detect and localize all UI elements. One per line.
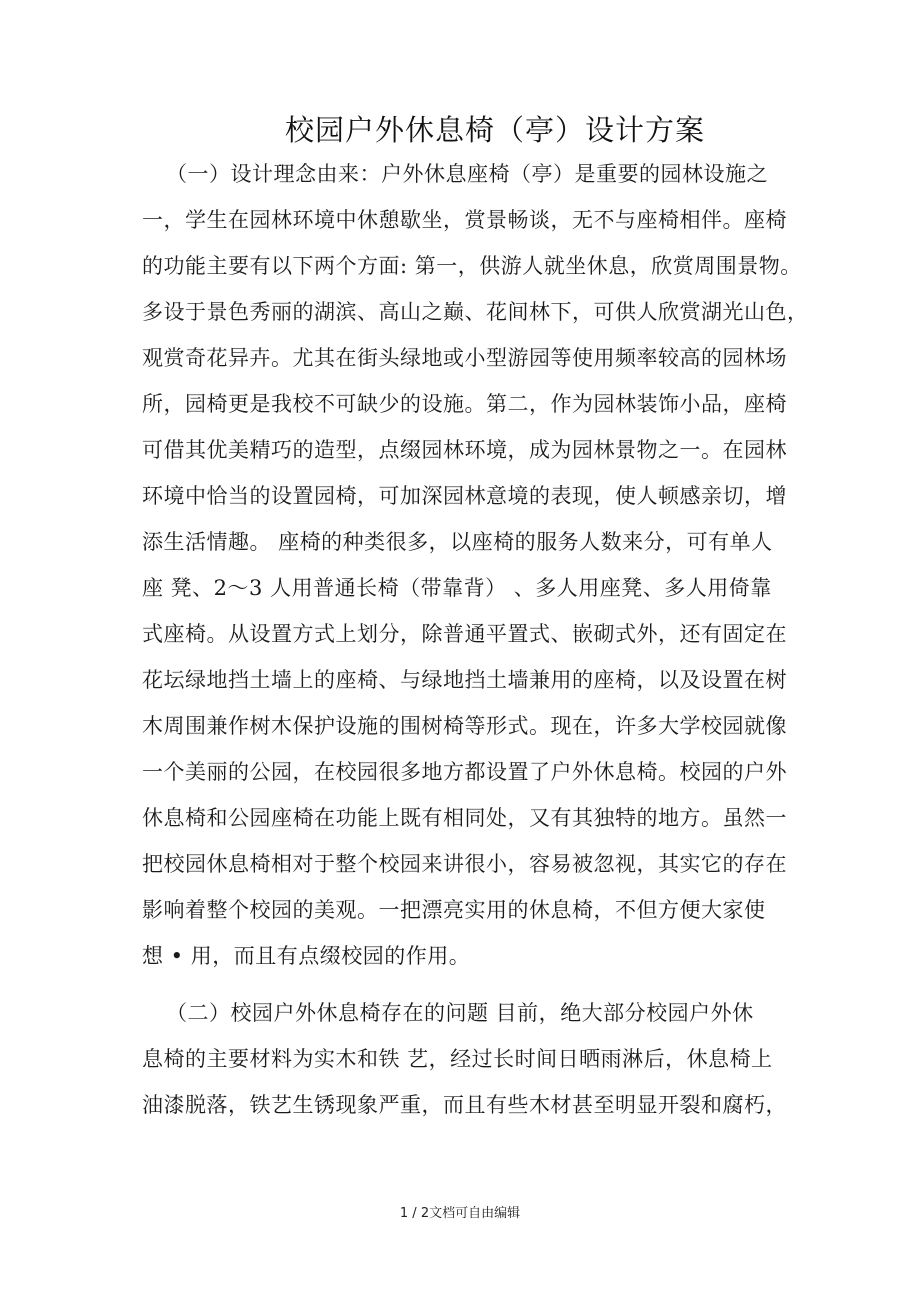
paragraph-line: （二）校园户外休息椅存在的问题 目前，绝大部分校园户外休: [166, 1001, 754, 1025]
paragraph-line: 所，园椅更是我校不可缺少的设施。第二，作为园林装饰小品，座椅: [142, 392, 787, 416]
paragraph-line: 把校园休息椅相对于整个校园来讲很小，容易被忽视，其实它的存在: [142, 852, 787, 876]
paragraph-line: 座 凳、2～3 人用普通长椅（带靠背） 、多人用座凳、多人用倚靠: [142, 576, 772, 600]
paragraph-line: 影响着整个校园的美观。一把漂亮实用的休息椅，不但方便大家使: [142, 898, 766, 922]
paragraph-line: 观赏奇花异卉。尤其在街头绿地或小型游园等使用频率较高的园林场: [142, 346, 787, 370]
paragraph-line: 式座椅。从设置方式上划分，除普通平置式、嵌砌式外，还有固定在: [142, 622, 787, 646]
paragraph-line: 可借其优美精巧的造型，点缀园林环境，成为园林景物之一。在园林: [142, 438, 787, 462]
paragraph-line: 一个美丽的公园，在校园很多地方都设置了户外休息椅。校园的户外: [142, 760, 787, 784]
paragraph-line: 花坛绿地挡土墙上的座椅、与绿地挡土墙兼用的座椅，以及设置在树: [142, 668, 787, 692]
paragraph-line: 多设于景色秀丽的湖滨、高山之巅、花间林下，可供人欣赏湖光山色，: [142, 300, 809, 324]
paragraph-line: 的功能主要有以下两个方面: 第一，供游人就坐休息，欣赏周围景物。: [142, 254, 802, 278]
paragraph-line: 木周围兼作树木保护设施的围树椅等形式。现在，许多大学校园就像: [142, 714, 787, 738]
paragraph-line: 休息椅和公园座椅在功能上既有相同处，又有其独特的地方。虽然一: [142, 806, 787, 830]
paragraph-line: 息椅的主要材料为实木和铁 艺，经过长时间日晒雨淋后，休息椅上: [142, 1047, 773, 1071]
paragraph-line: 想 • 用，而且有点缀校园的作用。: [142, 944, 471, 968]
paragraph-line: 油漆脱落，铁艺生锈现象严重，而且有些木材甚至明显开裂和腐朽，: [142, 1093, 787, 1117]
paragraph-line: 一，学生在园林环境中休憩歇坐，赏景畅谈，无不与座椅相伴。座椅: [142, 208, 787, 232]
page-footer: 1 / 2文档可自由编辑: [399, 1206, 521, 1221]
paragraph-line: 添生活情趣。 座椅的种类很多，以座椅的服务人数来分，可有单人: [142, 530, 773, 554]
document-title: 校园户外休息椅（亭）设计方案: [284, 113, 705, 147]
paragraph-line: （一）设计理念由来：户外休息座椅（亭）是重要的园林设施之: [166, 162, 768, 186]
paragraph-line: 环境中恰当的设置园椅，可加深园林意境的表现，使人顿感亲切，增: [142, 484, 787, 508]
